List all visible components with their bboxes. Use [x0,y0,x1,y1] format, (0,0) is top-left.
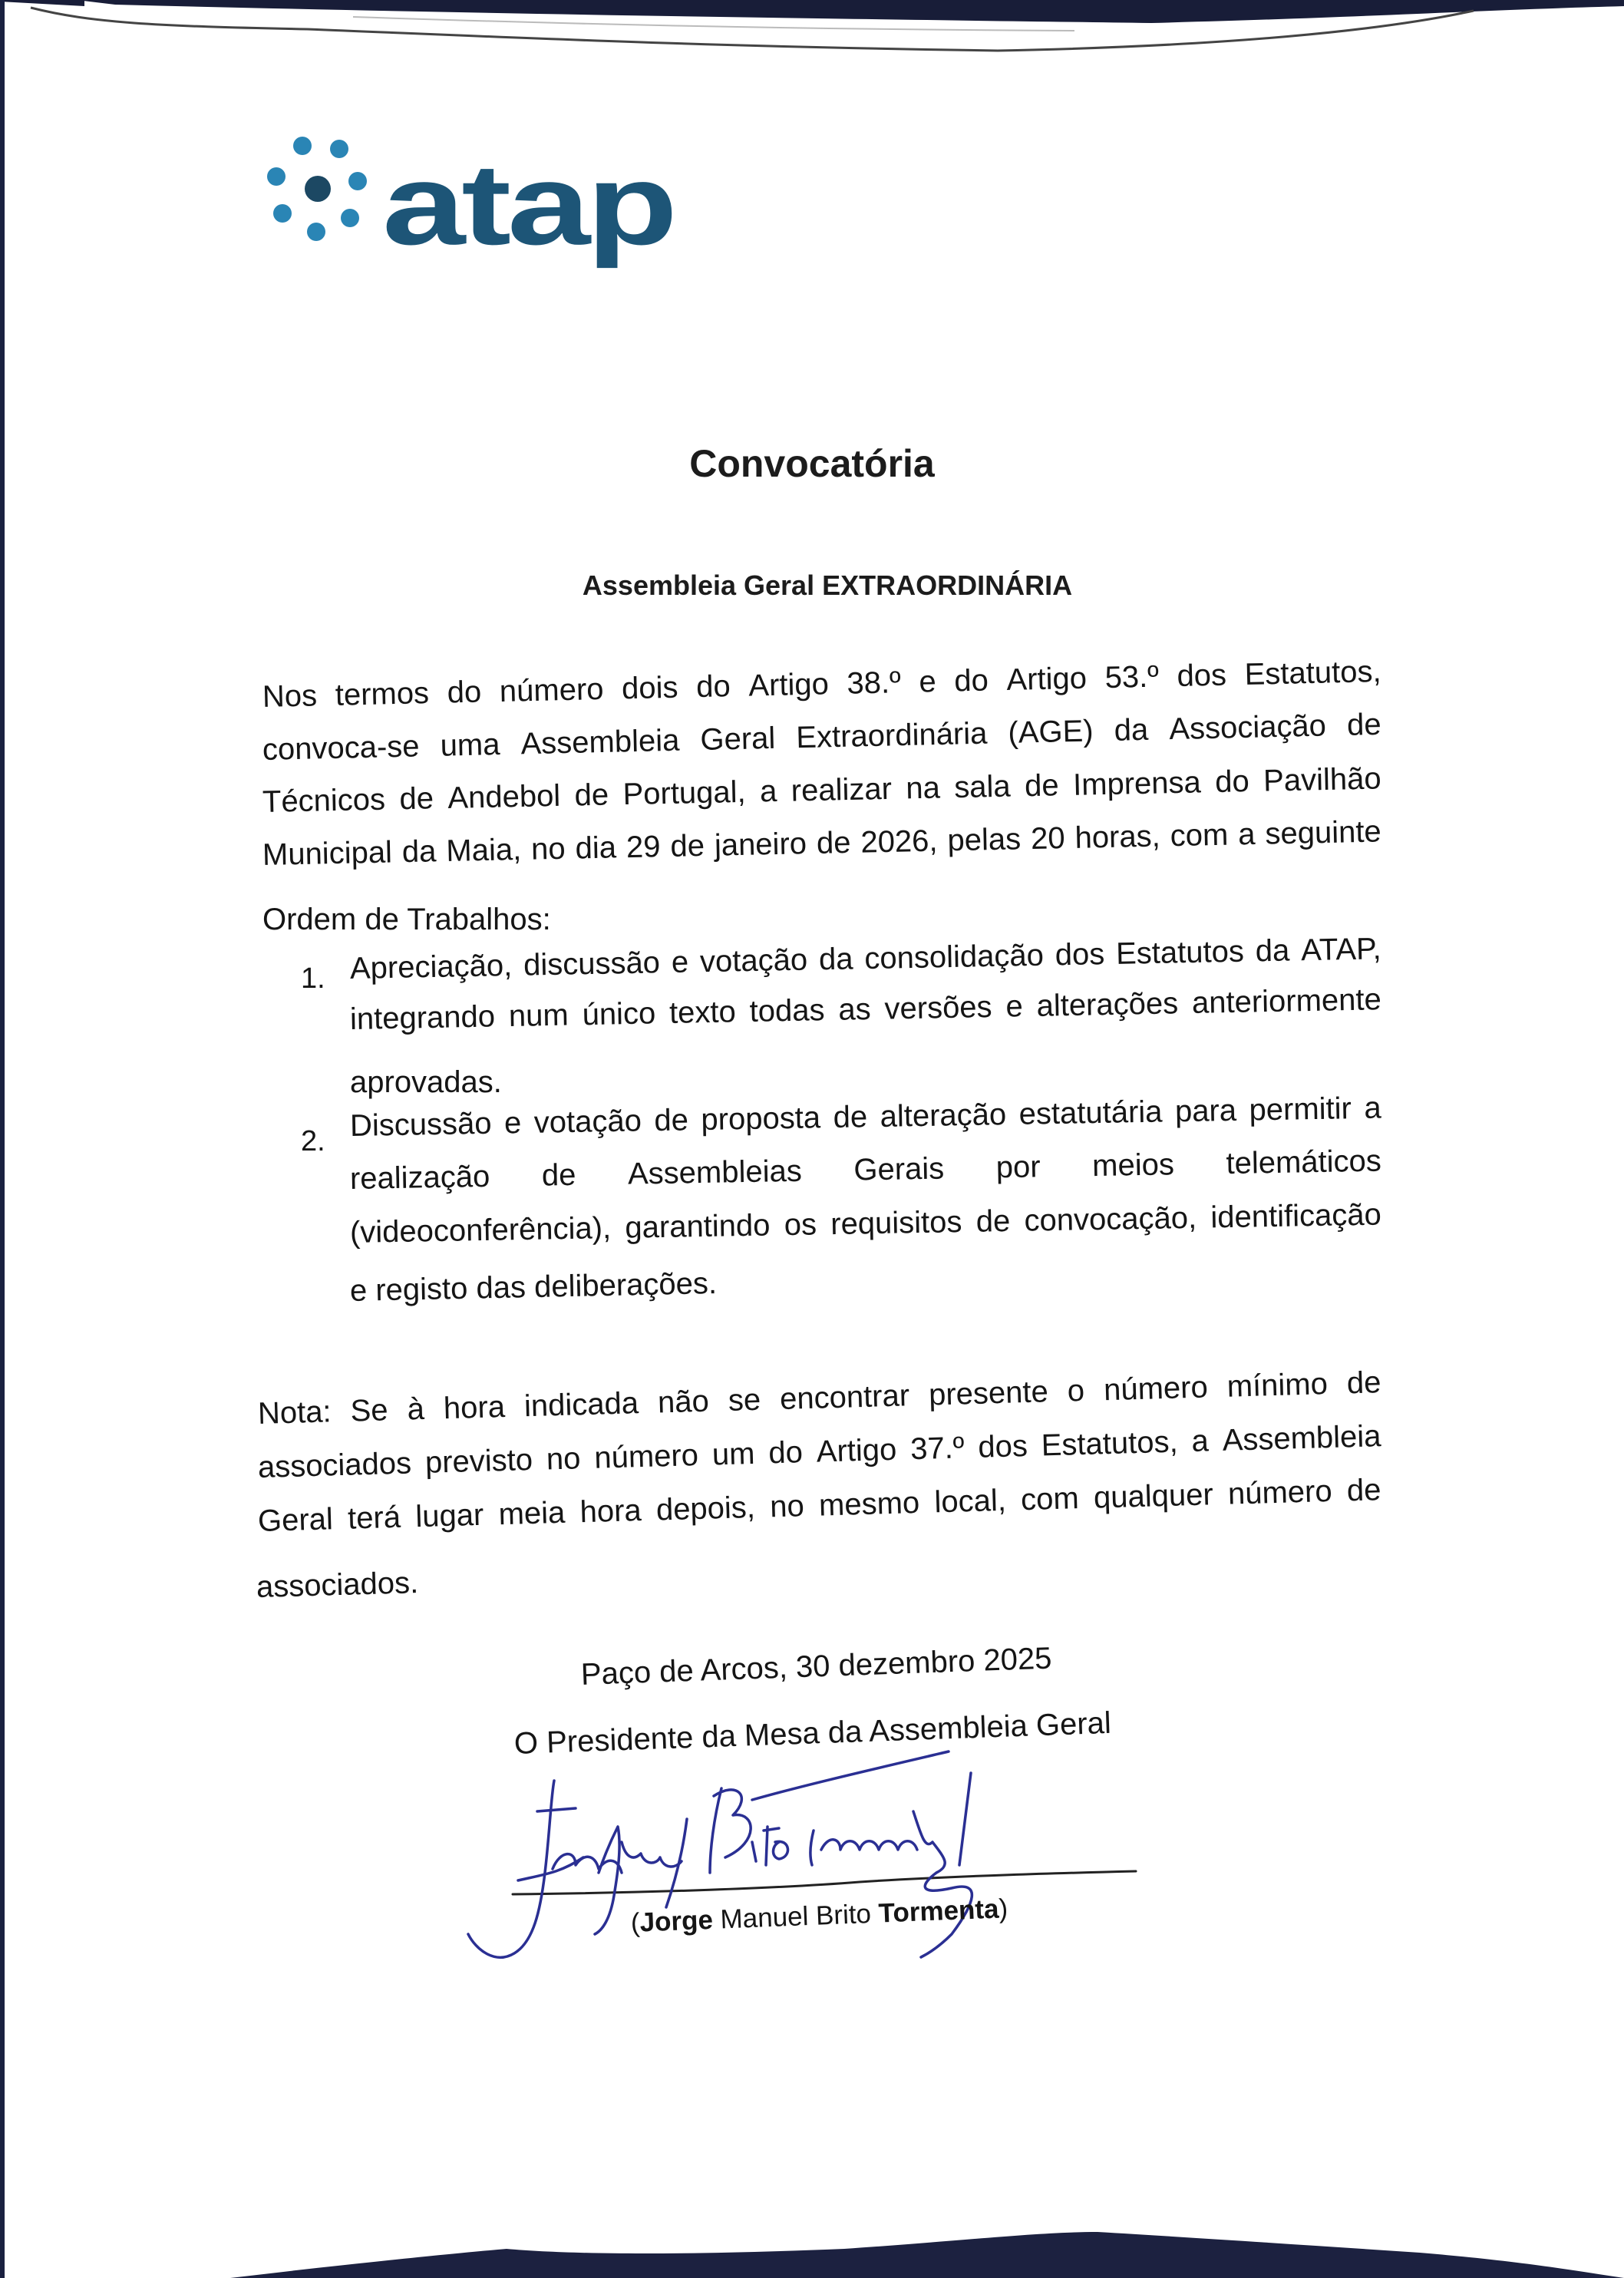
word: número [1103,1370,1209,1408]
word: associados [257,1446,412,1484]
word: 53.º [1104,659,1160,695]
note-line-4: associados. [256,1566,419,1604]
word: Gerais [853,1151,945,1187]
word: Artigo [816,1432,897,1469]
word: por [995,1150,1041,1185]
place-date: Paço de Arcos, 30 dezembro 2025 [580,1641,1053,1692]
word: pelas [947,822,1022,858]
word: Estatutos, [1041,1425,1179,1463]
word: garantindo [625,1208,771,1245]
scan-edge-top [0,0,1624,61]
word: proposta [701,1101,821,1137]
intro-line-1 [262,655,1381,715]
word: ATAP, [1300,932,1382,968]
word: meios [1091,1147,1175,1184]
word: Discussão [349,1106,492,1143]
word: realização [349,1159,490,1196]
word: votação [533,1104,642,1140]
word: meia [497,1495,566,1532]
word: num [508,998,569,1034]
document-title: Convocatória [689,442,935,485]
logo-wordmark: atap [382,140,674,269]
agenda-item-number: 2. [301,1125,325,1157]
word: do [695,669,731,705]
word: do [1214,764,1250,799]
word: previsto [424,1443,533,1480]
word: lugar [414,1497,484,1534]
signatory-first-name: Jorge [639,1904,714,1938]
word: anteriormente [1191,982,1382,1020]
word: a [1364,1091,1382,1125]
word: consolidação [863,938,1045,976]
word: Estatutos [1115,934,1245,971]
word: Andebol [447,778,561,815]
word: discussão [523,946,661,982]
word: de [1024,768,1060,804]
word: de [833,1100,868,1135]
word: Estatutos, [1244,654,1382,692]
word: dois [621,670,679,706]
word: sala [953,769,1012,805]
word: no [530,831,566,867]
word: de [1346,1365,1382,1401]
signatory-middle-name: Manuel Brito [719,1898,872,1935]
word: 38.º [847,665,902,701]
word: permitir [1249,1091,1352,1127]
word: integrando [349,999,496,1036]
intro-line-4 [262,814,1382,873]
word: votação [699,943,808,979]
word: e [671,945,689,979]
word: realizar [791,771,893,808]
word: da [1114,712,1149,748]
word: texto [668,995,737,1031]
word: Assembleia [520,723,680,761]
word: indicada [523,1386,639,1424]
word: (AGE) [1007,714,1094,750]
word: Técnicos [262,782,386,819]
signatory-role: O Presidente da Mesa da Assembleia Geral [513,1705,1112,1761]
word: depois, [655,1490,756,1527]
atap-logo [253,123,683,276]
word: de [1346,707,1382,742]
word: Municipal [262,835,393,872]
word: único [582,996,656,1032]
word: e [1005,989,1024,1024]
word: versões [884,989,992,1026]
word: hora [579,1494,642,1530]
word: requisitos [830,1205,962,1242]
handwritten-signature [460,1742,1151,1973]
word: da [1255,933,1290,969]
word: dos [977,1428,1028,1464]
word: os [784,1207,817,1243]
agenda-item-1-line-2 [350,982,1382,1037]
word: um [711,1436,756,1472]
word: de [399,781,434,817]
word: dos [1055,937,1105,972]
word: e [503,1106,522,1141]
word: de [574,777,609,813]
word: no [769,1489,805,1524]
word: 37.º [909,1431,965,1467]
word: número [1227,1474,1333,1511]
scan-edge-bottom [0,2210,1624,2278]
word: de [541,1157,576,1193]
word: a [1237,817,1256,852]
word: para [1174,1093,1237,1129]
word: Nota: [257,1395,332,1431]
word: 29 [626,830,661,865]
scan-edge-left [0,0,5,2278]
word: terá [347,1500,401,1536]
word: o [1067,1373,1085,1408]
word: Assembleia [1222,1419,1382,1458]
word: de [1346,1473,1382,1508]
signatory-name: (Jorge Manuel Brito Tormenta) [630,1893,1008,1938]
word: a [759,774,777,809]
word: do [767,1435,804,1471]
word: alterações [1036,986,1179,1023]
word: mínimo [1226,1367,1329,1404]
word: Geral [699,721,776,758]
word: de [654,1103,689,1138]
word: convoca-se [262,729,420,767]
word: na [905,771,941,806]
intro-line-5: Ordem de Trabalhos: [262,903,551,936]
word: estatutária [1018,1094,1163,1131]
agenda-item-2-line-2 [350,1144,1382,1197]
word: termos [335,676,430,712]
agenda-item-number: 1. [301,962,325,995]
word: de [669,828,705,863]
agenda-item-2-line-1 [350,1091,1382,1144]
word: Maia, [445,832,522,868]
word: com [1020,1481,1080,1517]
word: da [401,834,437,870]
word: Apreciação, [349,948,513,985]
word: da [818,942,853,977]
agenda-item-1-line-1 [350,932,1382,986]
word: a [1190,1424,1210,1459]
atap-logo-icon [253,123,683,276]
word: Pavilhão [1263,761,1382,798]
word: seguinte [1264,814,1382,851]
word: Artigo [1005,661,1088,697]
signatory-last-name: Tormenta [877,1893,1000,1929]
word: horas, [1074,819,1161,855]
note-line-2 [257,1419,1381,1485]
word: e [918,665,937,699]
word: alteração [880,1098,1007,1134]
word: 2026, [860,824,938,860]
word: Associação [1168,708,1327,747]
agenda-item-2-line-4: e registo das deliberações. [349,1266,718,1308]
word: dia [575,830,617,866]
word: Imprensa [1072,765,1202,802]
word: Portugal, [622,774,747,812]
word: janeiro [714,827,807,863]
word: telemáticos [1226,1144,1382,1181]
note-line-3 [257,1473,1381,1539]
word: Extraordinária [795,716,988,755]
intro-line-2 [262,708,1381,768]
word: à [406,1392,425,1427]
intro-line-3 [262,761,1382,820]
word: dos [1177,658,1227,693]
word: Nos [262,678,318,714]
word: uma [440,727,500,763]
word: encontrar [779,1378,910,1416]
word: presente [928,1375,1049,1412]
word: local, [933,1483,1007,1520]
word: identificação [1210,1197,1382,1235]
word: Geral [257,1502,334,1538]
word: convocação, [1024,1200,1197,1238]
note-line-1 [257,1365,1381,1431]
word: de [816,825,851,860]
word: no [546,1441,582,1477]
word: as [837,992,872,1027]
agenda-item-2-line-3 [350,1198,1382,1250]
word: hora [443,1390,506,1426]
word: com [1170,817,1229,853]
word: número [593,1438,699,1475]
word: número [499,672,604,708]
word: de [975,1203,1011,1239]
word: Assembleias [627,1154,803,1191]
agenda-item-1-line-3: aprovadas. [350,1065,502,1099]
word: não [657,1384,710,1420]
word: Se [350,1393,389,1428]
document-subtitle: Assembleia Geral EXTRAORDINÁRIA [582,570,1073,601]
word: qualquer [1093,1477,1214,1515]
word: 20 [1030,821,1066,857]
logo-dots [267,137,367,241]
word: do [953,663,989,698]
word: se [728,1382,761,1418]
word: todas [749,993,825,1028]
word: mesmo [818,1485,920,1523]
signature-icon [460,1742,1151,1973]
word: (videoconferência), [349,1211,612,1250]
word: do [447,675,482,710]
word: Artigo [748,667,830,703]
